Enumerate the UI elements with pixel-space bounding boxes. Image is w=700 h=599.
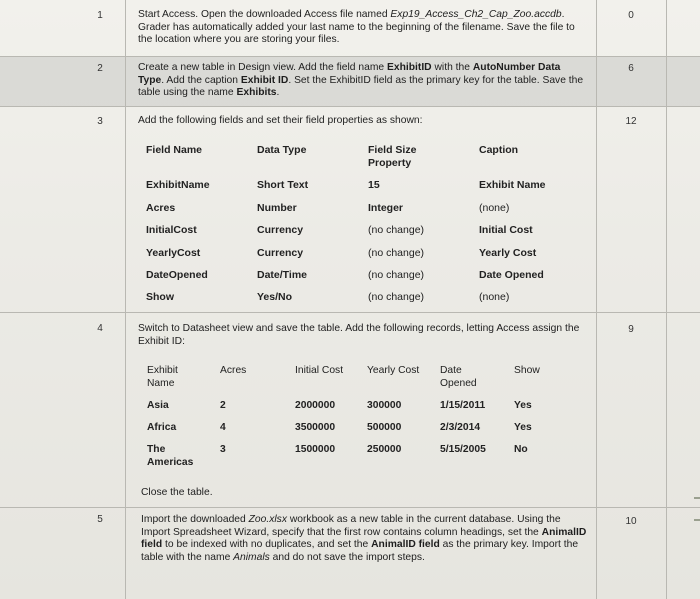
bold-text: ExhibitID <box>387 62 432 73</box>
cell-exhibit-name: The Americas <box>147 444 194 468</box>
cell-acres: 4 <box>220 422 226 433</box>
cell-date-opened: 1/15/2011 <box>440 400 486 411</box>
text-segment: as the primary key. Import the table with the name <box>141 539 579 563</box>
step-number: 4 <box>97 323 103 334</box>
cell-yearly-cost: 250000 <box>367 444 402 455</box>
cell-date-opened: 2/3/2014 <box>440 422 481 433</box>
text-segment: . Add the caption <box>161 74 241 86</box>
text-segment: . <box>276 87 280 98</box>
text-segment: . Grader has automatically added your last name to the beginning of the filename. Save the file to the location where you are storing your files. <box>138 9 575 45</box>
cell-initial-cost: 3500000 <box>295 422 336 433</box>
caption: Initial Cost <box>479 224 533 236</box>
edge-artifact <box>694 497 700 499</box>
step-text <box>141 514 591 564</box>
data-type: Currency <box>257 247 304 259</box>
header-data-type: Data Type <box>257 144 307 156</box>
field-size: Integer <box>368 202 404 214</box>
text-segment: Import the downloaded <box>141 514 249 525</box>
step-intro: Switch to Datasheet view and save the table. Add the following records, letting Access assign the Exhibit ID: <box>138 323 580 347</box>
cell-show: Yes <box>514 422 532 433</box>
data-type: Date/Time <box>257 269 307 281</box>
field-name: YearlyCost <box>146 247 201 259</box>
step-row-2 <box>0 57 700 107</box>
step-points: 9 <box>628 324 634 335</box>
cell-acres: 3 <box>220 444 226 455</box>
data-type: Number <box>257 202 297 214</box>
field-size: 15 <box>368 179 380 191</box>
edge-artifact <box>694 519 700 521</box>
cell-yearly-cost: 500000 <box>367 422 402 433</box>
header-date-opened: Date Opened <box>440 365 477 389</box>
step-number: 3 <box>97 116 103 127</box>
field-size: (no change) <box>368 224 425 236</box>
text-segment: to be indexed with no duplicates, and set the <box>162 539 372 550</box>
step-closing: Close the table. <box>141 487 213 498</box>
field-size: (no change) <box>368 291 425 303</box>
cell-initial-cost: 2000000 <box>295 400 336 411</box>
cell-show: No <box>514 444 528 455</box>
field-name: DateOpened <box>146 269 208 281</box>
cell-acres: 2 <box>220 400 226 411</box>
column-divider <box>666 0 667 599</box>
text-segment: . Set the ExhibitID field as the primary key for the table. Save the table using the name <box>138 74 584 98</box>
data-type: Currency <box>257 224 304 236</box>
text-segment: Create a new table in Design view. Add the field name <box>138 62 387 73</box>
step-points: 10 <box>625 516 637 527</box>
field-name: InitialCost <box>146 224 197 236</box>
italic-text: Animals <box>233 551 270 563</box>
caption: Exhibit Name <box>479 179 546 191</box>
data-type: Yes/No <box>257 291 293 303</box>
caption: Date Opened <box>479 269 544 281</box>
cell-exhibit-name: Africa <box>147 422 177 433</box>
header-field-name: Field Name <box>146 144 203 156</box>
step-number: 5 <box>97 514 103 525</box>
cell-exhibit-name: Asia <box>147 400 169 411</box>
caption: (none) <box>479 291 510 303</box>
step-number: 2 <box>97 63 103 74</box>
header-initial-cost: Initial Cost <box>295 365 344 376</box>
data-type: Short Text <box>257 179 309 191</box>
step-points: 12 <box>625 116 637 127</box>
text-segment: Start Access. Open the downloaded Access file named <box>138 9 391 20</box>
filename-text: Exp19_Access_Ch2_Cap_Zoo.accdb <box>390 9 562 20</box>
step-number: 1 <box>97 10 103 21</box>
step-points: 6 <box>628 63 634 74</box>
cell-initial-cost: 1500000 <box>295 444 336 455</box>
step-points: 0 <box>628 10 634 21</box>
bold-text: AutoNumber Data Type <box>138 62 561 86</box>
header-field-size: Field Size Property <box>368 144 417 169</box>
header-acres: Acres <box>220 365 247 376</box>
text-segment: and do not save the import steps. <box>269 551 425 563</box>
caption: Yearly Cost <box>479 247 537 259</box>
step-intro: Add the following fields and set their field properties as shown: <box>138 115 423 126</box>
field-name: Acres <box>146 202 176 214</box>
filename-text: Zoo.xlsx <box>248 514 287 525</box>
header-caption: Caption <box>479 144 519 156</box>
column-divider <box>596 0 597 599</box>
step-row-1 <box>0 0 700 57</box>
step-row-3 <box>0 107 700 313</box>
caption: (none) <box>479 202 510 214</box>
cell-show: Yes <box>514 400 532 411</box>
step-text <box>138 9 588 47</box>
header-show: Show <box>514 365 540 376</box>
bold-text: Exhibit ID <box>240 74 289 86</box>
text-segment: workbook as a new table in the current database. Using the Import Spreadsheet Wizard, specify that the first row contains column headings, set the <box>141 514 561 538</box>
field-name: Show <box>146 291 174 303</box>
bold-text: AnimalID field <box>371 539 440 550</box>
header-exhibit-name: Exhibit Name <box>147 365 178 389</box>
step-row-4 <box>0 313 700 508</box>
text-segment: with the <box>431 62 473 73</box>
header-yearly-cost: Yearly Cost <box>367 365 420 376</box>
column-divider <box>125 0 126 599</box>
step-row-5 <box>0 508 700 599</box>
field-name: ExhibitName <box>146 179 210 191</box>
step-text <box>138 62 588 100</box>
cell-yearly-cost: 300000 <box>367 400 402 411</box>
cell-date-opened: 5/15/2005 <box>440 444 486 455</box>
field-size: (no change) <box>368 247 425 259</box>
bold-text: AnimalID field <box>141 526 587 550</box>
field-size: (no change) <box>368 269 425 281</box>
bold-text: Exhibits <box>236 87 277 98</box>
